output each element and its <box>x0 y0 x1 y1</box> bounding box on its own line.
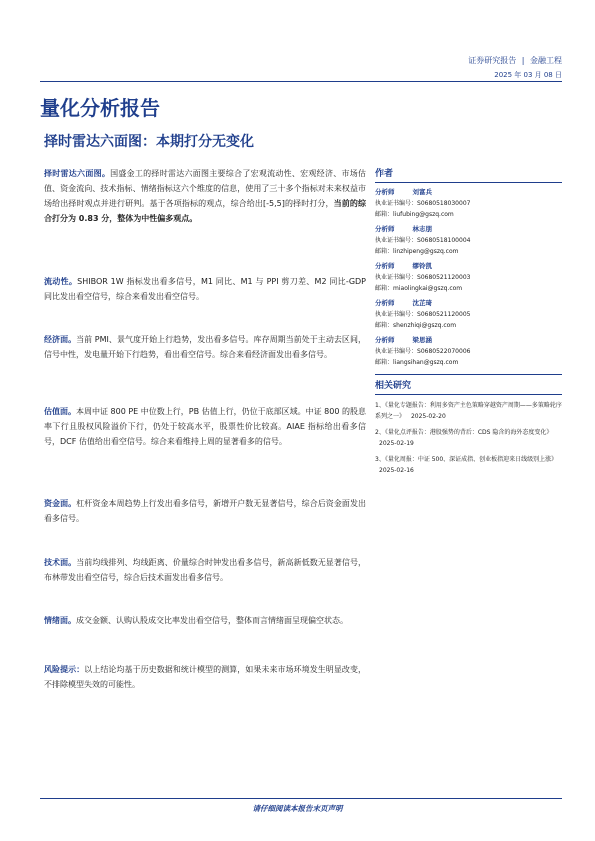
analyst-name: 林志朋 <box>412 225 432 233</box>
analyst-entry <box>375 335 562 368</box>
cert-number: S0680521120005 <box>417 311 471 318</box>
cert-number: S0680518100004 <box>417 237 471 244</box>
sentiment-paragraph <box>44 613 366 628</box>
cert-number: S0680518030007 <box>417 200 471 207</box>
subcategory-label: 金融工程 <box>530 56 562 65</box>
analyst-entry <box>375 261 562 294</box>
analyst-name: 缪铃凯 <box>412 262 432 270</box>
paragraph-keyword: 择时雷达六面图。 <box>44 169 111 178</box>
cert-number: S0680522070006 <box>417 348 471 355</box>
related-title: 1、《量化专题报告：利用多资产主色策略穿越资产周期——多策略轮序系列之一》 <box>375 402 562 420</box>
category-label: 证券研究报告 <box>468 56 517 65</box>
related-top-rule <box>375 374 562 375</box>
paragraph-text: 以上结论均基于历史数据和统计模型的测算，如果未来市场环境发生明显改变，不排除模型失效的可能性。 <box>44 665 367 689</box>
valuation-paragraph <box>44 404 366 449</box>
liquidity-paragraph <box>44 274 366 304</box>
related-rule <box>375 394 562 395</box>
related-date: 2025-02-16 <box>379 467 414 474</box>
related-date: 2025-02-19 <box>379 440 414 447</box>
report-category <box>420 55 562 66</box>
page-title: 量化分析报告 <box>40 96 160 120</box>
analyst-role: 分析师 <box>375 299 395 307</box>
related-heading: 相关研究 <box>375 381 412 391</box>
cert-label: 执业证书编号： <box>375 200 418 207</box>
related-item[interactable] <box>375 454 562 476</box>
analyst-role: 分析师 <box>375 262 395 270</box>
cert-label: 执业证书编号： <box>375 348 418 355</box>
analyst-entry <box>375 187 562 220</box>
email-label: 邮箱： <box>375 322 394 329</box>
paragraph-keyword: 风险提示： <box>44 665 85 674</box>
analyst-role: 分析师 <box>375 225 395 233</box>
page-subtitle: 择时雷达六面图：本期打分无变化 <box>44 134 254 150</box>
related-item[interactable] <box>375 400 562 422</box>
cert-label: 执业证书编号： <box>375 237 418 244</box>
cert-number: S0680521120003 <box>417 274 471 281</box>
analyst-entry <box>375 224 562 257</box>
related-date: 2025-02-20 <box>410 413 446 420</box>
analyst-email[interactable]: linzhipeng@gszq.com <box>393 248 459 255</box>
analyst-email[interactable]: liangsihan@gszq.com <box>393 359 459 366</box>
related-item[interactable] <box>375 427 562 449</box>
paragraph-text: 当前均线排列、均线距离、价量综合时钟发出看多信号，新高新低数无显著信号，布林带发出看空信号，综合后技术面发出看多信号。 <box>44 558 367 582</box>
authors-panel <box>375 166 562 476</box>
email-label: 邮箱： <box>375 248 394 255</box>
footer-disclaimer: 请仔细阅读本报告末页声明 <box>252 804 343 813</box>
paragraph-text: 杠杆资金本周趋势上行发出看多信号，新增开户数无显著信号，综合后资金面发出看多信号。 <box>44 499 367 523</box>
analyst-name: 梁思涵 <box>412 336 432 344</box>
email-label: 邮箱： <box>375 359 394 366</box>
analyst-email[interactable]: miaolingkai@gszq.com <box>393 285 463 292</box>
paragraph-emphasis: 当前的综合打分为 0.83 分，整体为中性偏多观点。 <box>44 199 366 223</box>
related-title: 2、《量化点评报告：港股强势的背后：CDS 隐含的海外态度变化》 <box>375 429 553 436</box>
paragraph-keyword: 资金面。 <box>44 499 77 508</box>
technical-paragraph <box>44 555 366 585</box>
email-label: 邮箱： <box>375 285 394 292</box>
analyst-name: 刘富兵 <box>412 188 432 196</box>
cert-label: 执业证书编号： <box>375 274 418 281</box>
paragraph-keyword: 情绪面。 <box>44 616 76 625</box>
header-rule <box>40 81 562 82</box>
report-date: 2025 年 03 月 08 日 <box>494 71 562 79</box>
summary-paragraph <box>44 166 366 226</box>
footer-rule <box>40 798 562 799</box>
cert-label: 执业证书编号： <box>375 311 418 318</box>
paragraph-text: 成交金额、认购认股成交比率发出看空信号，整体而言情绪面呈现偏空状态。 <box>76 616 348 625</box>
paragraph-text: 本周中证 800 PE 中位数上行，PB 估值上行，仍位于底部区域。中证 800 的股息率下行且股权风险溢价下行，仍处于较高水平，股票性价比较高。AIAE 指标给出看多信号，DCF 估值给出看空信号。综合来看维持上周的显著看多的信号。 <box>44 407 366 446</box>
authors-rule <box>375 182 562 183</box>
authors-heading: 作者 <box>375 169 394 179</box>
paragraph-keyword: 经济面。 <box>44 335 77 344</box>
risk-paragraph <box>44 662 366 692</box>
economy-paragraph <box>44 332 366 362</box>
paragraph-keyword: 估值面。 <box>44 407 76 416</box>
analyst-email[interactable]: liufubing@gszq.com <box>393 211 454 218</box>
analyst-role: 分析师 <box>375 336 395 344</box>
analyst-role: 分析师 <box>375 188 395 196</box>
paragraph-text: SHIBOR 1W 指标发出看多信号，M1 同比、M1 与 PPI 剪刀差、M2 同比-GDP 同比发出看空信号，综合来看发出看空信号。 <box>44 277 367 301</box>
analyst-email[interactable]: shenzhiqi@gszq.com <box>393 322 457 329</box>
paragraph-keyword: 技术面。 <box>44 558 77 567</box>
paragraph-text: 国盛金工的择时雷达六面图主要综合了宏观流动性、宏观经济、市场估值、资金流向、技术指标、情绪指标这六个维度的信息，使用了三十多个指标对未来权益市场给出择时观点并进行研判。基于各项指标的观点，综合给出[-5,5]的择时打分， <box>44 169 367 208</box>
paragraph-text: 当前 PMI、景气度开始上行趋势，发出看多信号。库存周期当前处于主动去区间，信号中性，发电量开始下行趋势，看出看空信号。综合来看经济面发出看多信号。 <box>44 335 366 359</box>
related-title: 3、《量化周报：中证 500、深证成指、创业板指迎来日线级别上涨》 <box>375 456 558 463</box>
email-label: 邮箱： <box>375 211 394 218</box>
capital-paragraph <box>44 496 366 526</box>
analyst-name: 沈芷琦 <box>412 299 432 307</box>
paragraph-keyword: 流动性。 <box>44 277 78 286</box>
analyst-entry <box>375 298 562 331</box>
header-separator: | <box>521 56 525 65</box>
